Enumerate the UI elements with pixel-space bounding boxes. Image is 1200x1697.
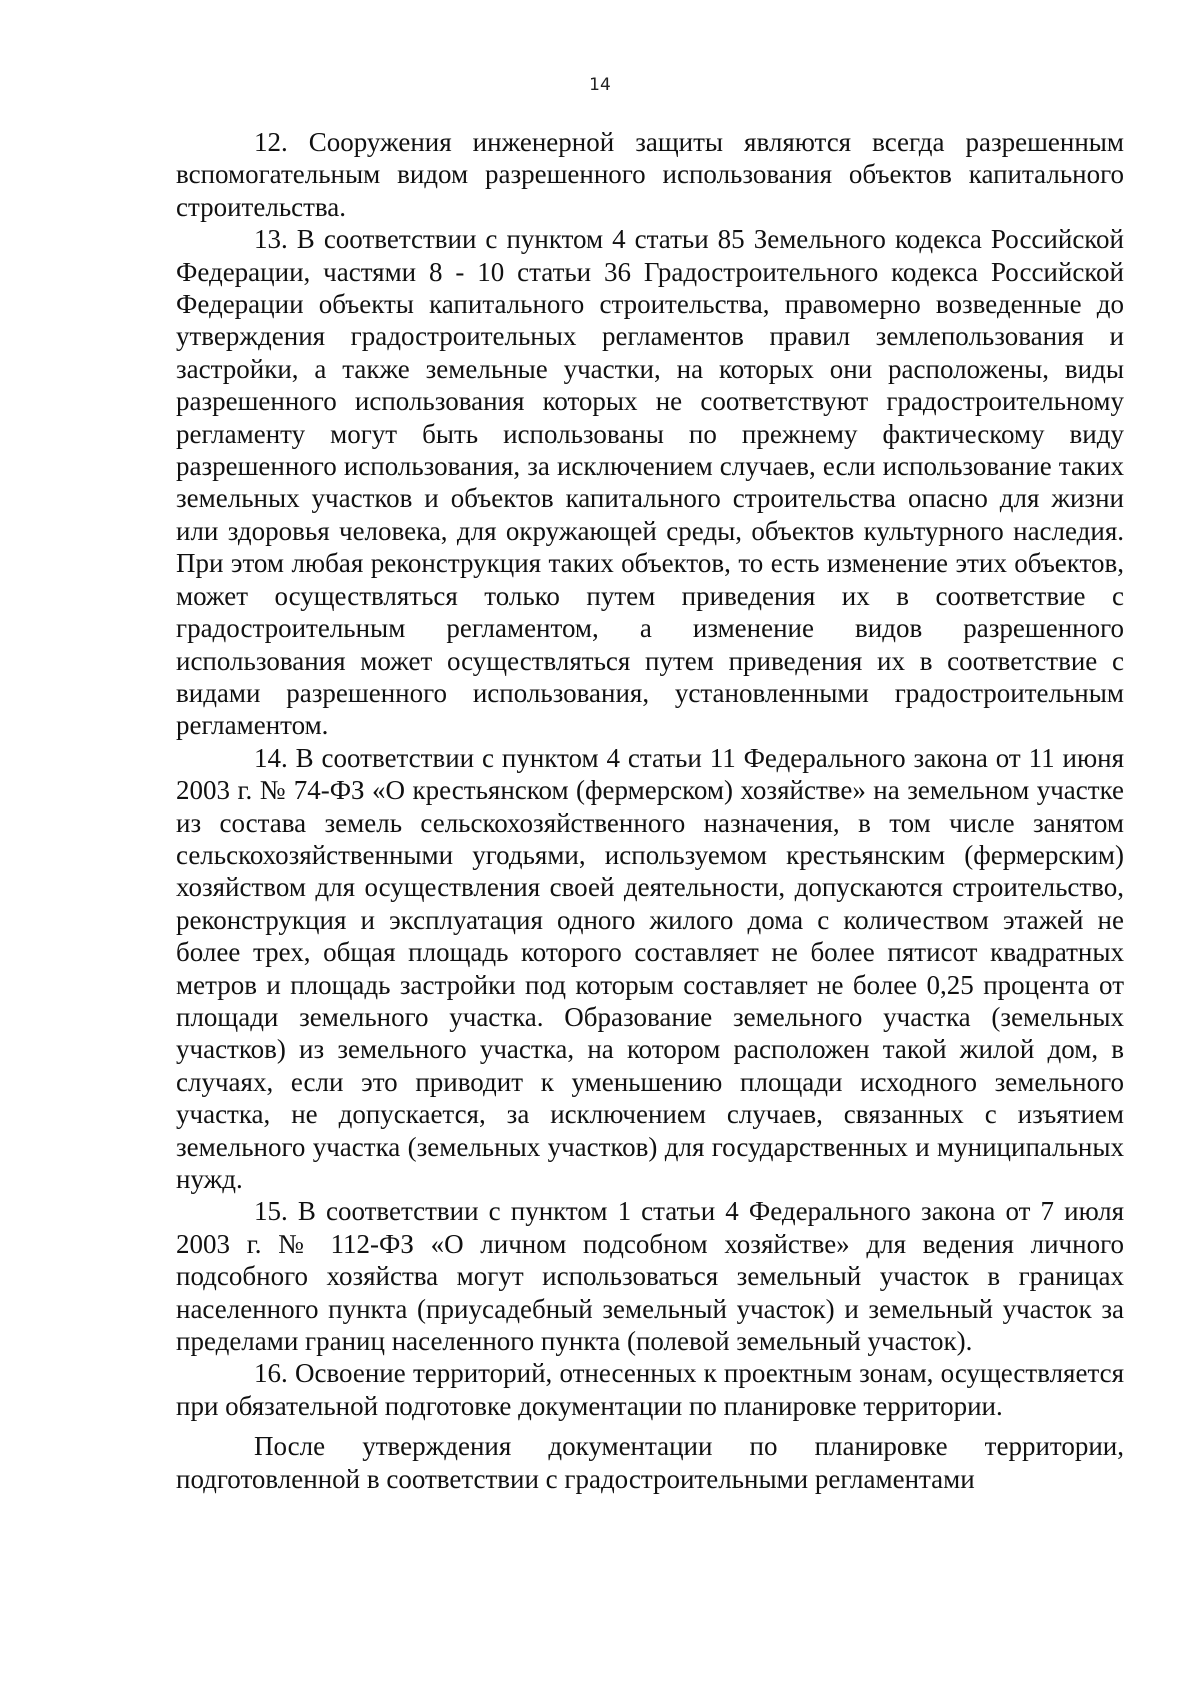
paragraph-after-approval: После утверждения документации по планировке территории, подготовленной в соответствии с градостроительными регламентами — [176, 1431, 1124, 1494]
paragraph-13: 13. В соответствии с пунктом 4 статьи 85 Земельного кодекса Российской Федерации, частями 8 - 10 статьи 36 Градостроительного кодекса Российской Федерации объекты капитального строительства, правомерно возведенные до утверждения градостроительных регламентов правил землепользования и застройки, а также земельные участки, на которых они расположены, виды разрешенного использования которых не соответствуют градостроительному регламенту могут быть использованы по прежнему фактическому виду разрешенного использования, за исключением случаев, если использование таких земельных участков и объектов капитального строительства опасно для жизни или здоровья человека, для окружающей среды, объектов культурного наследия. При этом любая реконструкция таких объектов, то есть изменение этих объектов, может осуществляться только путем приведения их в соответствие с градостроительным регламентом, а изменение видов разрешенного использования может осуществляться путем приведения их в соответствие с видами разрешенного использования, установленными градостроительным регламентом. — [176, 224, 1124, 741]
paragraph-15: 15. В соответствии с пунктом 1 статьи 4 Федерального закона от 7 июля 2003 г. № 112-ФЗ «О личном подсобном хозяйстве» для ведения личного подсобного хозяйства могут использоваться земельный участок в границах населенного пункта (приусадебный земельный участок) и земельный участок за пределами границ населенного пункта (полевой земельный участок). — [176, 1196, 1124, 1357]
paragraph-16: 16. Освоение территорий, отнесенных к проектным зонам, осуществляется при обязательной подготовке документации по планировке территории. — [176, 1358, 1124, 1421]
page-number: 14 — [589, 75, 611, 95]
paragraph-14: 14. В соответствии с пунктом 4 статьи 11 Федерального закона от 11 июня 2003 г. № 74-ФЗ «О крестьянском (фермерском) хозяйстве» на земельном участке из состава земель сельскохозяйственного назначения, в том числе занятом сельскохозяйственными угодьями, используемом крестьянским (фермерским) хозяйством для осуществления своей деятельности, допускаются строительство, реконструкция и эксплуатация одного жилого дома с количеством этажей не более трех, общая площадь которого составляет не более пятисот квадратных метров и площадь застройки под которым составляет не более 0,25 процента от площади земельного участка. Образование земельного участка (земельных участков) из земельного участка, на котором расположен такой жилой дом, в случаях, если это приводит к уменьшению площади исходного земельного участка, не допускается, за исключением случаев, связанных с изъятием земельного участка (земельных участков) для государственных и муниципальных нужд. — [176, 742, 1124, 1194]
paragraph-12: 12. Сооружения инженерной защиты являются всегда разрешенным вспомогательным видом разрешенного использования объектов капитального строительства. — [176, 127, 1124, 222]
document-body — [176, 126, 1124, 1495]
